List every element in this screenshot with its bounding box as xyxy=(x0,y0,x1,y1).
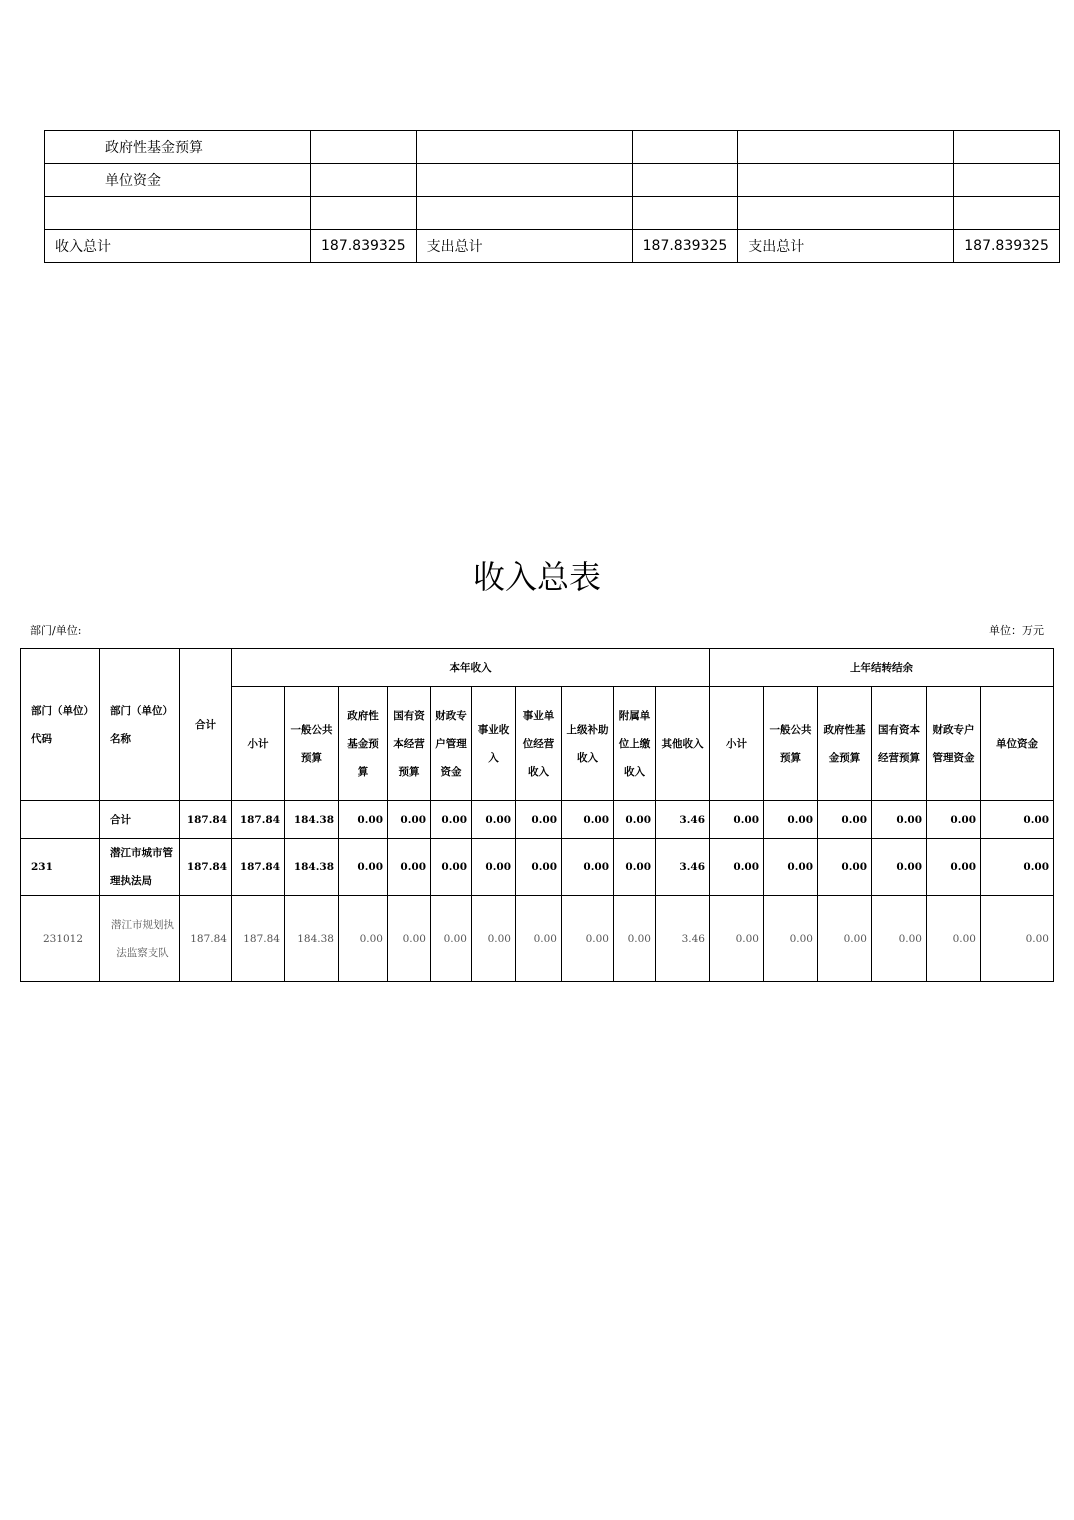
cell-current: 0.00 xyxy=(431,839,472,896)
header-current-col: 国有资本经营预算 xyxy=(388,687,431,801)
cell-prior: 0.00 xyxy=(764,896,818,982)
cell-prior: 0.00 xyxy=(981,839,1054,896)
cell-current: 0.00 xyxy=(516,839,562,896)
header-current-col: 事业收入 xyxy=(472,687,516,801)
header-prior-col: 小计 xyxy=(710,687,764,801)
cell-current: 0.00 xyxy=(388,839,431,896)
income-total-value: 187.839325 xyxy=(311,230,417,263)
table-row xyxy=(45,164,1060,197)
header-current-col: 财政专户管理资金 xyxy=(431,687,472,801)
header-prior-col: 财政专户管理资金 xyxy=(927,687,981,801)
row-label xyxy=(45,197,311,230)
header-current-year: 本年收入 xyxy=(232,649,710,687)
cell-current: 187.84 xyxy=(232,896,285,982)
expense-total-label: 支出总计 xyxy=(416,230,632,263)
cell-prior: 0.00 xyxy=(927,801,981,839)
cell-current: 0.00 xyxy=(339,801,388,839)
header-current-col: 其他收入 xyxy=(656,687,710,801)
header-code xyxy=(21,649,100,801)
header-code-text: 部门（单位）代码 xyxy=(31,704,94,745)
header-prior-year: 上年结转结余 xyxy=(710,649,1054,687)
cell-prior: 0.00 xyxy=(764,839,818,896)
cell-current: 0.00 xyxy=(388,896,431,982)
unit-label: 单位：万元 xyxy=(989,624,1044,637)
dept-label: 部门/单位: xyxy=(30,624,82,637)
income-summary-table xyxy=(20,648,1054,982)
table-row xyxy=(21,839,1054,896)
cell-total: 187.84 xyxy=(180,896,232,982)
cell-current: 3.46 xyxy=(656,801,710,839)
header-name-text: 部门（单位）名称 xyxy=(110,704,173,745)
cell-code: 231012 xyxy=(21,896,100,982)
header-current-col: 事业单位经营收入 xyxy=(516,687,562,801)
row-label: 单位资金 xyxy=(45,164,311,197)
cell-prior: 0.00 xyxy=(764,801,818,839)
cell-current: 0.00 xyxy=(431,896,472,982)
table-row xyxy=(21,896,1054,982)
table-row xyxy=(21,801,1054,839)
row-label: 政府性基金预算 xyxy=(45,131,311,164)
cell-current: 187.84 xyxy=(232,839,285,896)
cell-current: 0.00 xyxy=(562,896,614,982)
cell-current: 184.38 xyxy=(285,896,339,982)
cell-current: 0.00 xyxy=(472,896,516,982)
header-name xyxy=(100,649,180,801)
budget-summary-table-continuation xyxy=(44,130,1060,263)
header-prior-col: 国有资本经营预算 xyxy=(872,687,927,801)
header-row-group xyxy=(21,649,1054,687)
header-current-col: 一般公共预算 xyxy=(285,687,339,801)
cell-prior: 0.00 xyxy=(872,839,927,896)
cell-prior: 0.00 xyxy=(818,896,872,982)
table-body xyxy=(21,801,1054,982)
cell-prior: 0.00 xyxy=(818,839,872,896)
cell-code: 231 xyxy=(21,839,100,896)
header-current-col: 上级补助收入 xyxy=(562,687,614,801)
header-current-col: 附属单位上缴收入 xyxy=(614,687,656,801)
cell-current: 0.00 xyxy=(388,801,431,839)
cell-total: 187.84 xyxy=(180,839,232,896)
cell-prior: 0.00 xyxy=(981,896,1054,982)
cell-current: 187.84 xyxy=(232,801,285,839)
cell-current: 0.00 xyxy=(562,801,614,839)
cell-prior: 0.00 xyxy=(872,801,927,839)
income-total-label: 收入总计 xyxy=(45,230,311,263)
header-current-col: 小计 xyxy=(232,687,285,801)
cell-prior: 0.00 xyxy=(710,839,764,896)
cell-current: 0.00 xyxy=(472,839,516,896)
header-prior-col: 一般公共预算 xyxy=(764,687,818,801)
cell-current: 3.46 xyxy=(656,896,710,982)
cell-code xyxy=(21,801,100,839)
cell-total: 187.84 xyxy=(180,801,232,839)
cell-current: 0.00 xyxy=(562,839,614,896)
header-total: 合计 xyxy=(180,649,232,801)
cell-current: 0.00 xyxy=(614,839,656,896)
header-prior-col: 政府性基金预算 xyxy=(818,687,872,801)
cell-current: 0.00 xyxy=(516,896,562,982)
cell-name: 潜江市城市管理执法局 xyxy=(100,839,180,896)
expense-total-value-2: 187.839325 xyxy=(954,230,1060,263)
table-row xyxy=(45,197,1060,230)
cell-prior: 0.00 xyxy=(927,896,981,982)
cell-prior: 0.00 xyxy=(710,801,764,839)
expense-total-value: 187.839325 xyxy=(632,230,738,263)
cell-prior: 0.00 xyxy=(818,801,872,839)
cell-prior: 0.00 xyxy=(981,801,1054,839)
header-current-col: 政府性基金预算 xyxy=(339,687,388,801)
cell-prior: 0.00 xyxy=(927,839,981,896)
cell-current: 0.00 xyxy=(516,801,562,839)
cell-current: 0.00 xyxy=(614,896,656,982)
cell-current: 3.46 xyxy=(656,839,710,896)
page-title: 收入总表 xyxy=(472,558,601,596)
cell-current: 0.00 xyxy=(614,801,656,839)
cell-current: 184.38 xyxy=(285,801,339,839)
cell-current: 0.00 xyxy=(431,801,472,839)
expense-total-label-2: 支出总计 xyxy=(738,230,954,263)
cell-current: 0.00 xyxy=(339,839,388,896)
cell-current: 0.00 xyxy=(339,896,388,982)
table-row xyxy=(45,131,1060,164)
cell-name: 合计 xyxy=(100,801,180,839)
totals-row xyxy=(45,230,1060,263)
cell-name: 潜江市规划执法监察支队 xyxy=(100,896,180,982)
header-prior-col: 单位资金 xyxy=(981,687,1054,801)
cell-prior: 0.00 xyxy=(710,896,764,982)
cell-current: 184.38 xyxy=(285,839,339,896)
cell-prior: 0.00 xyxy=(872,896,927,982)
cell-current: 0.00 xyxy=(472,801,516,839)
